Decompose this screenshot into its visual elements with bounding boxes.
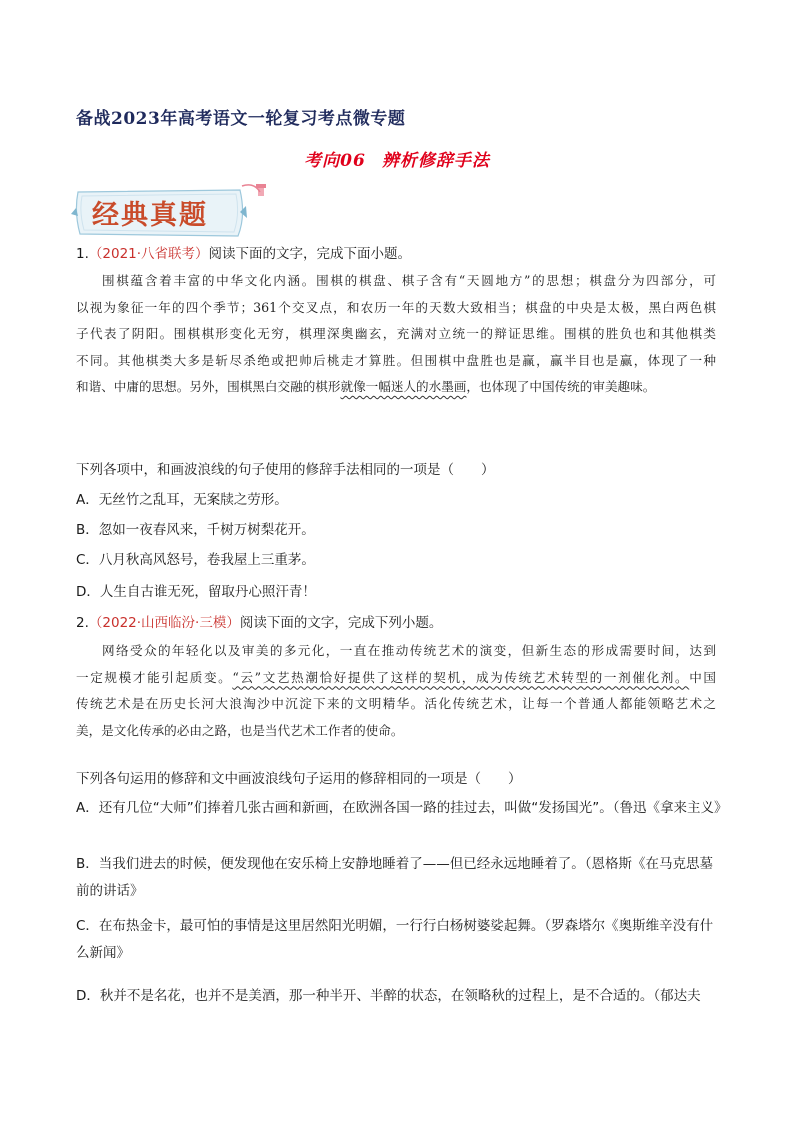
question-1-option-a[interactable]: A．无丝竹之乱耳，无案牍之劳形。 [76,492,288,508]
question-1-passage [76,268,716,401]
passage-line: 传统艺术是在历史长河大浪淘沙中沉淀下来的文明精华。活化传统艺术，让每一个普通人都能领略艺术之 [76,696,716,711]
question-2-passage [76,638,716,744]
banner-title: 经典真题 [92,200,208,231]
question-1-number: 1. [76,246,89,262]
question-2-stem: 下列各句运用的修辞和文中画波浪线句子运用的修辞相同的一项是（ ） [76,771,522,787]
passage-line: 网络受众的年轻化以及审美的多元化，一直在推动传统艺术的演变，但新生态的形成需要时间，达到 [102,643,716,658]
passage-line: 不同。其他棋类大多是斩尽杀绝或把帅后桃走才算胜。但围棋中盘胜也是赢，赢半目也是赢，体现了一种 [76,352,716,368]
question-2-option-b[interactable]: B．当我们进去的时候，便发现他在安乐椅上安静地睡着了——但已经永远地睡着了。（恩格斯《在马克思墓前的讲话》 [76,856,714,899]
question-1-option-b[interactable]: B．忽如一夜春风来，千树万树梨花开。 [76,522,315,538]
question-2-instruction: 阅读下面的文字，完成下列小题。 [239,615,443,631]
question-1-stem: 下列各项中，和画波浪线的句子使用的修辞手法相同的一项是（ ） [76,462,495,478]
passage-line: 围棋蕴含着丰富的中华文化内涵。围棋的棋盘、棋子含有“天圆地方”的思想；棋盘分为四部分，可 [102,273,716,288]
passage-line: 以视为象征一年的四个季节；361个交叉点，和农历一年的天数大致相当；棋盘的中央是太极，黑白两色棋 [76,299,716,315]
passage-line: 一定规模才能引起质变。“云”文艺热潮恰好提供了这样的契机，成为传统艺术转型的一剂催化剂。中国 [76,669,716,685]
question-2-number: 2. [76,615,89,631]
question-2-option-c[interactable]: C．在布热金卡，最可怕的事情是这里居然阳光明媚，一行行白杨树婆娑起舞。（罗森塔尔《奥斯维辛没有什么新闻》 [76,918,714,961]
passage-line: 子代表了阴阳。围棋棋形变化无穷，棋理深奥幽玄，充满对立统一的辩证思维。围棋的胜负也和其他棋类 [76,326,716,341]
question-1-option-d[interactable]: D．人生自古谁无死，留取丹心照汗青！ [76,584,316,600]
question-1-instruction: 阅读下面的文字，完成下面小题。 [208,246,412,262]
question-2-option-d[interactable]: D．秋并不是名花，也并不是美酒，那一种半开、半醉的状态，在领略秋的过程上，是不合适的。（郁达夫 [76,988,701,1004]
question-1-option-c[interactable]: C．八月秋高风怒号，卷我屋上三重茅。 [76,552,315,568]
topic-title [0,146,794,171]
question-1-source: （2021·八省联考） [88,246,209,262]
wavy-underlined-sentence: “云”文艺热潮恰好提供了这样的契机，成为传统艺术转型的一剂催化剂。 [232,669,690,685]
passage-line: 和谐、中庸的思想。另外，围棋黑白交融的棋形就像一幅迷人的水墨画，也体现了中国传统的审美趣味。 [76,379,656,394]
question-2-source: （2022·山西临汾·三模） [88,615,240,631]
topic-name: 辨析修辞手法 [381,151,490,171]
topic-code: 考向06 [304,151,366,171]
question-2-option-a[interactable]: A．还有几位“大师”们捧着几张古画和新画，在欧洲各国一路的挂过去，叫做“发扬国光”。（鲁迅《拿来主义》 [76,800,728,816]
question-1-header [76,242,411,262]
wavy-underlined-sentence: 就像一幅迷人的水墨画 [340,379,467,394]
question-2-header [76,611,442,631]
series-title: 备战2023年高考语文一轮复习考点微专题 [76,109,406,129]
passage-line: 美，是文化传承的必由之路，也是当代艺术工作者的使命。 [76,722,404,738]
